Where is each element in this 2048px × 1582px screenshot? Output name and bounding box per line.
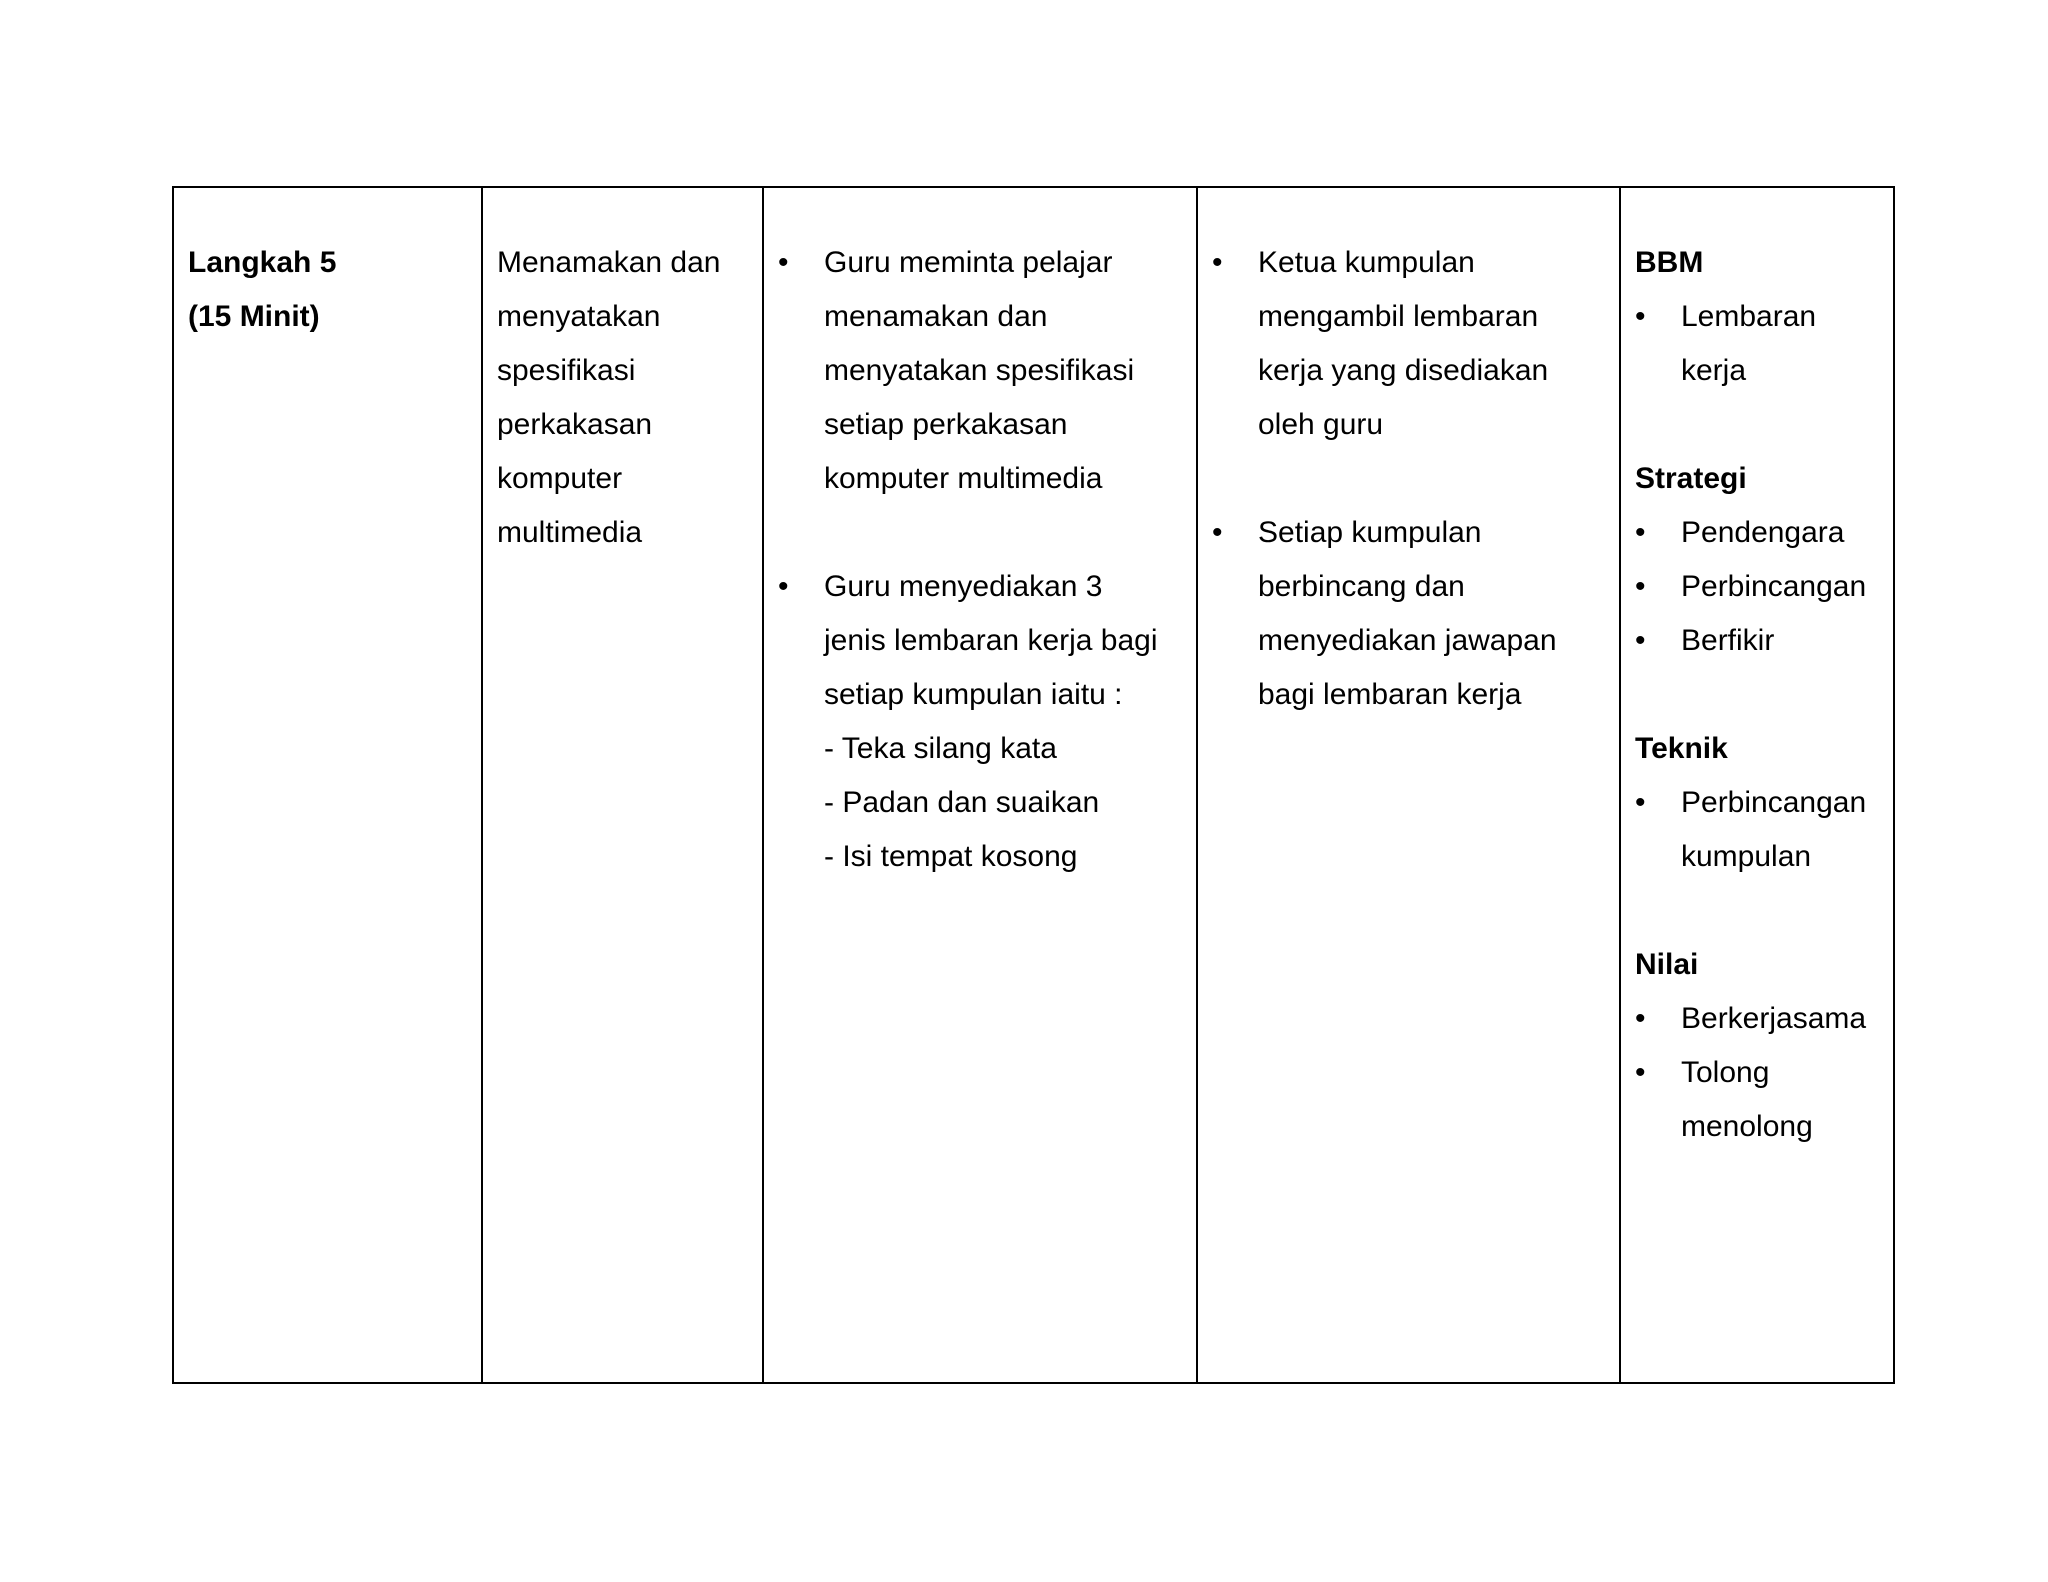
spacer bbox=[1635, 398, 1879, 452]
content-line: spesifikasi bbox=[497, 354, 636, 387]
strategi-heading: Strategi bbox=[1635, 462, 1747, 495]
list-item bbox=[1635, 506, 1879, 560]
student-activity-line: menyediakan jawapan bbox=[1258, 624, 1557, 657]
teacher-activity-line: menamakan dan bbox=[824, 300, 1048, 333]
lesson-plan-table bbox=[172, 186, 1895, 1384]
student-activity-line: oleh guru bbox=[1258, 408, 1384, 441]
list-item bbox=[1635, 560, 1879, 614]
nilai-item-line: • Berkerjasama bbox=[1681, 1002, 1867, 1035]
list-item bbox=[1212, 236, 1605, 452]
bbm-list bbox=[1635, 290, 1879, 398]
spacer bbox=[1212, 452, 1605, 506]
student-activity-line: • Ketua kumpulan bbox=[1258, 246, 1475, 279]
worksheet-type: - Teka silang kata bbox=[824, 732, 1057, 765]
spacer bbox=[1635, 884, 1879, 938]
content-line: Menamakan dan bbox=[497, 246, 721, 279]
list-item bbox=[778, 236, 1182, 506]
content-line: perkakasan bbox=[497, 408, 653, 441]
student-activity-line: kerja yang disediakan bbox=[1258, 354, 1549, 387]
strategi-list bbox=[1635, 506, 1879, 668]
spacer bbox=[778, 506, 1182, 560]
teknik-item-line: kumpulan bbox=[1681, 840, 1812, 873]
bbm-item-line: kerja bbox=[1681, 354, 1747, 387]
strategi-item-line: • Berfikir bbox=[1681, 624, 1775, 657]
teacher-activity-line: • Guru menyediakan 3 bbox=[824, 570, 1103, 603]
list-item bbox=[778, 560, 1182, 884]
student-activity-line: mengambil lembaran bbox=[1258, 300, 1539, 333]
bbm-heading: BBM bbox=[1635, 246, 1704, 279]
list-item bbox=[1635, 614, 1879, 668]
notes-cell bbox=[1620, 187, 1894, 1383]
teacher-activity-line: • Guru meminta pelajar bbox=[824, 246, 1113, 279]
teacher-activity-line: jenis lembaran kerja bagi bbox=[824, 624, 1158, 657]
teacher-activity-line: setiap kumpulan iaitu : bbox=[824, 678, 1123, 711]
list-item bbox=[1635, 290, 1879, 398]
student-activity-list bbox=[1212, 236, 1605, 722]
content-line: menyatakan bbox=[497, 300, 661, 333]
teacher-activity-line: komputer multimedia bbox=[824, 462, 1103, 495]
content-line: multimedia bbox=[497, 516, 643, 549]
teacher-activity-line: menyatakan spesifikasi bbox=[824, 354, 1135, 387]
list-item bbox=[1635, 992, 1879, 1046]
strategi-item-line: • Perbincangan bbox=[1681, 570, 1867, 603]
step-title: Langkah 5 bbox=[188, 246, 337, 279]
teknik-heading: Teknik bbox=[1635, 732, 1728, 765]
list-item bbox=[1635, 776, 1879, 884]
step-cell bbox=[173, 187, 482, 1383]
student-activity-line: • Setiap kumpulan bbox=[1258, 516, 1482, 549]
student-activity-line: berbincang dan bbox=[1258, 570, 1465, 603]
content-line: komputer bbox=[497, 462, 623, 495]
bbm-item-line: • Lembaran bbox=[1681, 300, 1817, 333]
nilai-list bbox=[1635, 992, 1879, 1154]
nilai-item-line: menolong bbox=[1681, 1110, 1813, 1143]
step-duration: (15 Minit) bbox=[188, 300, 320, 333]
teknik-item-line: • Perbincangan bbox=[1681, 786, 1867, 819]
nilai-heading: Nilai bbox=[1635, 948, 1699, 981]
spacer bbox=[1635, 668, 1879, 722]
worksheet-type: - Padan dan suaikan bbox=[824, 786, 1100, 819]
worksheet-type: - Isi tempat kosong bbox=[824, 840, 1078, 873]
student-activity-cell bbox=[1197, 187, 1620, 1383]
content-cell bbox=[482, 187, 763, 1383]
list-item bbox=[1635, 1046, 1879, 1154]
teacher-activity-line: setiap perkakasan bbox=[824, 408, 1068, 441]
teacher-activity-cell bbox=[763, 187, 1197, 1383]
list-item bbox=[1212, 506, 1605, 722]
student-activity-line: bagi lembaran kerja bbox=[1258, 678, 1522, 711]
strategi-item-line: • Pendengara bbox=[1681, 516, 1845, 549]
teacher-activity-list bbox=[778, 236, 1182, 884]
nilai-item-line: • Tolong bbox=[1681, 1056, 1770, 1089]
teknik-list bbox=[1635, 776, 1879, 884]
table-row bbox=[173, 187, 1894, 1383]
